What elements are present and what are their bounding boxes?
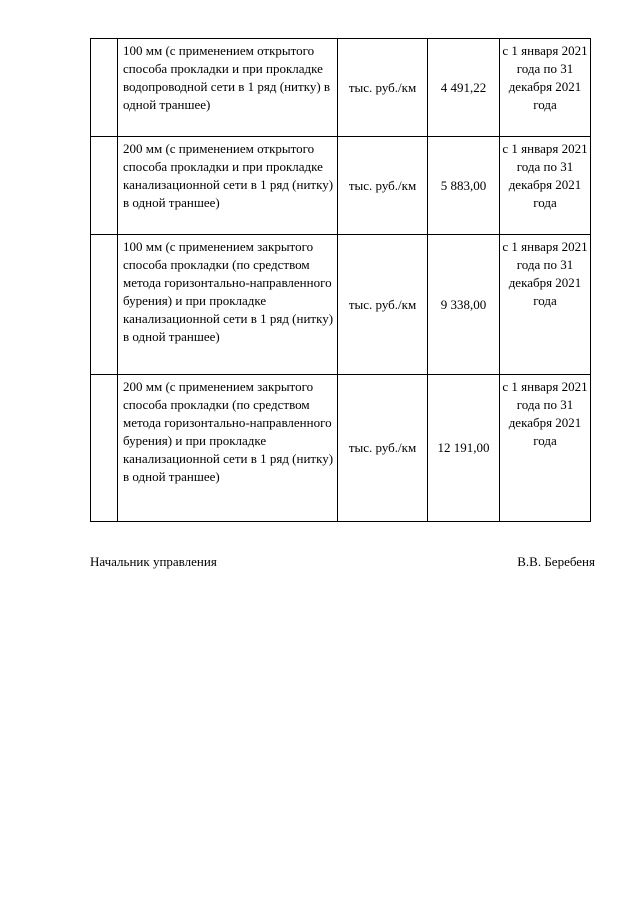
signatory-position: Начальник управления — [90, 554, 217, 569]
signatory-name: В.В. Беребеня — [517, 554, 595, 569]
unit-cell: тыс. руб./км — [338, 39, 428, 137]
description-cell: 100 мм (с применением закрытого способа прокладки (по средством метода горизонтально-направленного бурения) и при прокладке канализационной сети в 1 ряд (нитку) в одной траншее) — [118, 235, 338, 375]
table-row — [91, 235, 591, 375]
index-cell — [91, 375, 118, 522]
tariff-table — [90, 38, 591, 522]
description-cell: 100 мм (с применением открытого способа прокладки и при прокладке водопроводной сети в 1 ряд (нитку) в одной траншее) — [118, 39, 338, 137]
period-cell: с 1 января 2021 года по 31 декабря 2021 года — [500, 375, 591, 522]
unit-cell: тыс. руб./км — [338, 235, 428, 375]
period-cell: с 1 января 2021 года по 31 декабря 2021 года — [500, 39, 591, 137]
unit-cell: тыс. руб./км — [338, 375, 428, 522]
period-cell: с 1 января 2021 года по 31 декабря 2021 года — [500, 235, 591, 375]
table-row — [91, 39, 591, 137]
value-cell: 12 191,00 — [428, 375, 500, 522]
description-cell: 200 мм (с применением открытого способа прокладки и при прокладке канализационной сети в 1 ряд (нитку) в одной траншее) — [118, 137, 338, 235]
index-cell — [91, 137, 118, 235]
description-cell: 200 мм (с применением закрытого способа прокладки (по средством метода горизонтально-направленного бурения) и при прокладке канализационной сети в 1 ряд (нитку) в одной траншее) — [118, 375, 338, 522]
value-cell: 9 338,00 — [428, 235, 500, 375]
period-cell: с 1 января 2021 года по 31 декабря 2021 года — [500, 137, 591, 235]
index-cell — [91, 235, 118, 375]
table-row — [91, 137, 591, 235]
index-cell — [91, 39, 118, 137]
table-row — [91, 375, 591, 522]
value-cell: 4 491,22 — [428, 39, 500, 137]
value-cell: 5 883,00 — [428, 137, 500, 235]
unit-cell: тыс. руб./км — [338, 137, 428, 235]
